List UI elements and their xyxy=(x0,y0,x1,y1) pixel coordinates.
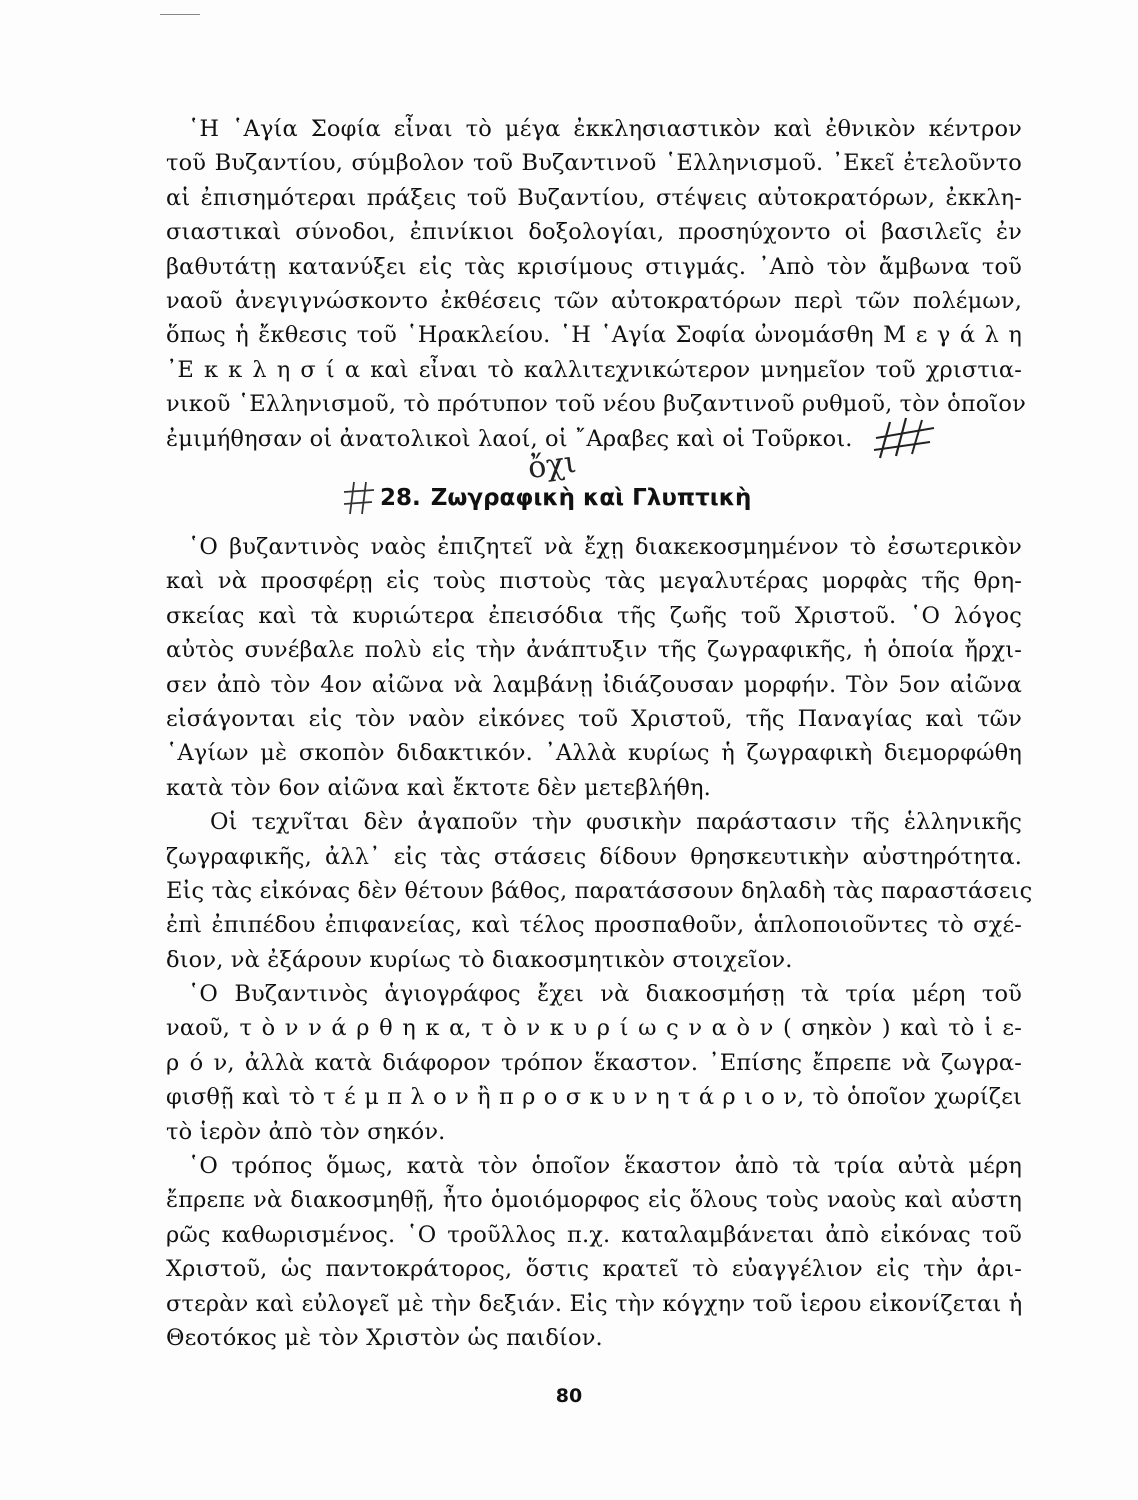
text-line: ἔπρεπε νὰ διακοσμηθῇ, ἦτο ὁμοιόμορφος εἰς ὅλους τοὺς ναοὺς καὶ αὐστη xyxy=(166,1187,1022,1214)
text-line: εἰσάγονται εἰς τὸν ναὸν εἰκόνες τοῦ Χριστοῦ, τῆς Παναγίας καὶ τῶν xyxy=(166,705,1022,732)
text-line: ὅπως ἡ ἔκθεσις τοῦ ῾Ηρακλείου. ῾Η ῾Αγία Σοφία ὠνομάσθη Μ ε γ ά λ η xyxy=(166,322,1022,349)
text-line: ναοῦ, τ ὸ ν ν ά ρ θ η κ α, τ ὸ ν κ υ ρ ί ω ς ν α ὸ ν ( σηκὸν ) καὶ τὸ ἱ ε- xyxy=(166,1015,1022,1042)
section-number: 28. xyxy=(380,485,421,511)
text-line: αἱ ἐπισημότεραι πράξεις τοῦ Βυζαντίου, στέψεις αὐτοκρατόρων, ἐκκλη- xyxy=(166,184,1022,211)
handwritten-hash-mark xyxy=(340,478,376,518)
text-line: σκείας καὶ τὰ κυριώτερα ἐπεισόδια τῆς ζωῆς τοῦ Χριστοῦ. ῾Ο λόγος xyxy=(166,602,1022,629)
paragraph-iconographer xyxy=(166,977,1022,1149)
text-line: σεν ἀπὸ τὸν 4ον αἰῶνα νὰ λαμβάνῃ ἰδιάζουσαν μορφήν. Τὸν 5ον αἰῶνα xyxy=(166,671,1022,698)
text-line: ᾿Ε κ κ λ η σ ί α καὶ εἶναι τὸ καλλιτεχνικώτερον μνημεῖον τοῦ χριστια- xyxy=(166,356,1022,383)
text-line: ρῶς καθωρισμένος. ῾Ο τροῦλλος π.χ. καταλαμβάνεται ἀπὸ εἰκόνας τοῦ xyxy=(166,1221,1022,1248)
section-heading xyxy=(380,478,751,518)
text-line: ῾Ο Βυζαντινὸς ἁγιογράφος ἔχει νὰ διακοσμήσῃ τὰ τρία μέρη τοῦ xyxy=(188,981,1022,1008)
text-line: στερὰν καὶ εὐλογεῖ μὲ τὴν δεξιάν. Εἰς τὴν κόγχην τοῦ ἱερου εἰκονίζεται ἡ xyxy=(166,1290,1023,1317)
page-number: 80 xyxy=(555,1385,583,1407)
text-line: βαθυτάτῃ κατανύξει εἰς τὰς κρισίμους στιγμάς. ᾿Απὸ τὸν ἄμβωνα τοῦ xyxy=(166,253,1022,280)
text-line: ρ ό ν, ἀλλὰ κατὰ διάφορον τρόπον ἕκαστον. ᾿Επίσης ἔπρεπε νὰ ζωγρα- xyxy=(166,1049,1022,1076)
text-line: ῾Η ῾Αγία Σοφία εἶναι τὸ μέγα ἐκκλησιαστικὸν καὶ ἐθνικὸν κέντρον xyxy=(188,116,1022,142)
section-title: Ζωγραφικὴ καὶ Γλυπτικὴ xyxy=(430,485,752,511)
text-line: καὶ νὰ προσφέρῃ εἰς τοὺς πιστοὺς τὰς μεγαλυτέρας μορφὰς τῆς θρη- xyxy=(166,568,1022,595)
paragraph-agia-sofia xyxy=(166,112,1026,456)
text-line: Θεοτόκος μὲ τὸν Χριστὸν ὡς παιδίον. xyxy=(166,1324,603,1351)
section-body xyxy=(166,530,1033,1355)
text-line: τοῦ Βυζαντίου, σύμβολον τοῦ Βυζαντινοῦ ῾Ελληνισμοῦ. ᾿Εκεῖ ἐτελοῦντο xyxy=(166,150,1022,177)
text-line: τὸ ἱερὸν ἀπὸ τὸν σηκόν. xyxy=(166,1118,446,1145)
text-line: νικοῦ ῾Ελληνισμοῦ, τὸ πρότυπον τοῦ νέου βυζαντινοῦ ρυθμοῦ, τὸν ὁποῖον xyxy=(166,391,1026,418)
paragraph-painting-intro xyxy=(166,530,1022,805)
text-line: κατὰ τὸν 6ον αἰῶνα καὶ ἔκτοτε δὲν μετεβλήθη. xyxy=(166,774,711,801)
text-line: σιαστικαὶ σύνοδοι, ἐπινίκιοι δοξολογίαι, προσηύχοντο οἱ βασιλεῖς ἐν xyxy=(166,219,1022,246)
top-edge-mark xyxy=(160,14,200,15)
text-line: ναοῦ ἀνεγιγνώσκοντο ἐκθέσεις τῶν αὐτοκρατόρων περὶ τῶν πολέμων, xyxy=(166,287,1022,314)
text-line: ζωγραφικῆς, ἀλλ᾿ εἰς τὰς στάσεις δίδουν θρησκευτικὴν αὐστηρότητα. xyxy=(166,843,1022,870)
text-line: φισθῇ καὶ τὸ τ έ μ π λ ο ν ἢ π ρ ο σ κ υ ν η τ ά ρ ι ο ν, τὸ ὁποῖον χωρίζει xyxy=(166,1084,1022,1111)
text-line: Οἱ τεχνῖται δὲν ἀγαποῦν τὴν φυσικὴν παράστασιν τῆς ἑλληνικῆς xyxy=(210,809,1022,836)
handwritten-strike-mark xyxy=(872,414,942,464)
paragraph-artisans xyxy=(166,805,1033,977)
handwritten-note: ὄχι xyxy=(525,444,579,487)
text-line: διον, νὰ ἐξάρουν κυρίως τὸ διακοσμητικὸν στοιχεῖον. xyxy=(166,946,793,973)
paragraph-decoration-manner xyxy=(166,1149,1022,1355)
text-line: ἐπὶ ἐπιπέδου ἐπιφανείας, καὶ τέλος προσπαθοῦν, ἁπλοποιοῦντες τὸ σχέ- xyxy=(166,912,1022,939)
text-line: ἐμιμήθησαν οἱ ἀνατολικοὶ λαοί, οἱ ῎Αραβες καὶ οἱ Τοῦρκοι. xyxy=(166,425,853,452)
text-line: αὐτὸς συνέβαλε πολὺ εἰς τὴν ἀνάπτυξιν τῆς ζωγραφικῆς, ἡ ὁποία ἤρχι- xyxy=(166,637,1022,664)
text-line: ῾Αγίων μὲ σκοπὸν διδακτικόν. ᾿Αλλὰ κυρίως ἡ ζωγραφικὴ διεμορφώθη xyxy=(166,740,1022,767)
text-line: Χριστοῦ, ὡς παντοκράτορος, ὅστις κρατεῖ τὸ εὐαγγέλιον εἰς τὴν ἀρι- xyxy=(166,1256,1022,1283)
text-line: Εἰς τὰς εἰκόνας δὲν θέτουν βάθος, παρατάσσουν δηλαδὴ τὰς παραστάσεις xyxy=(166,877,1033,904)
text-line: ῾Ο βυζαντινὸς ναὸς ἐπιζητεῖ νὰ ἔχῃ διακεκοσμημένον τὸ ἐσωτερικὸν xyxy=(188,534,1022,560)
text-line: ῾Ο τρόπος ὅμως, κατὰ τὸν ὁποῖον ἕκαστον ἀπὸ τὰ τρία αὐτὰ μέρη xyxy=(188,1153,1022,1180)
